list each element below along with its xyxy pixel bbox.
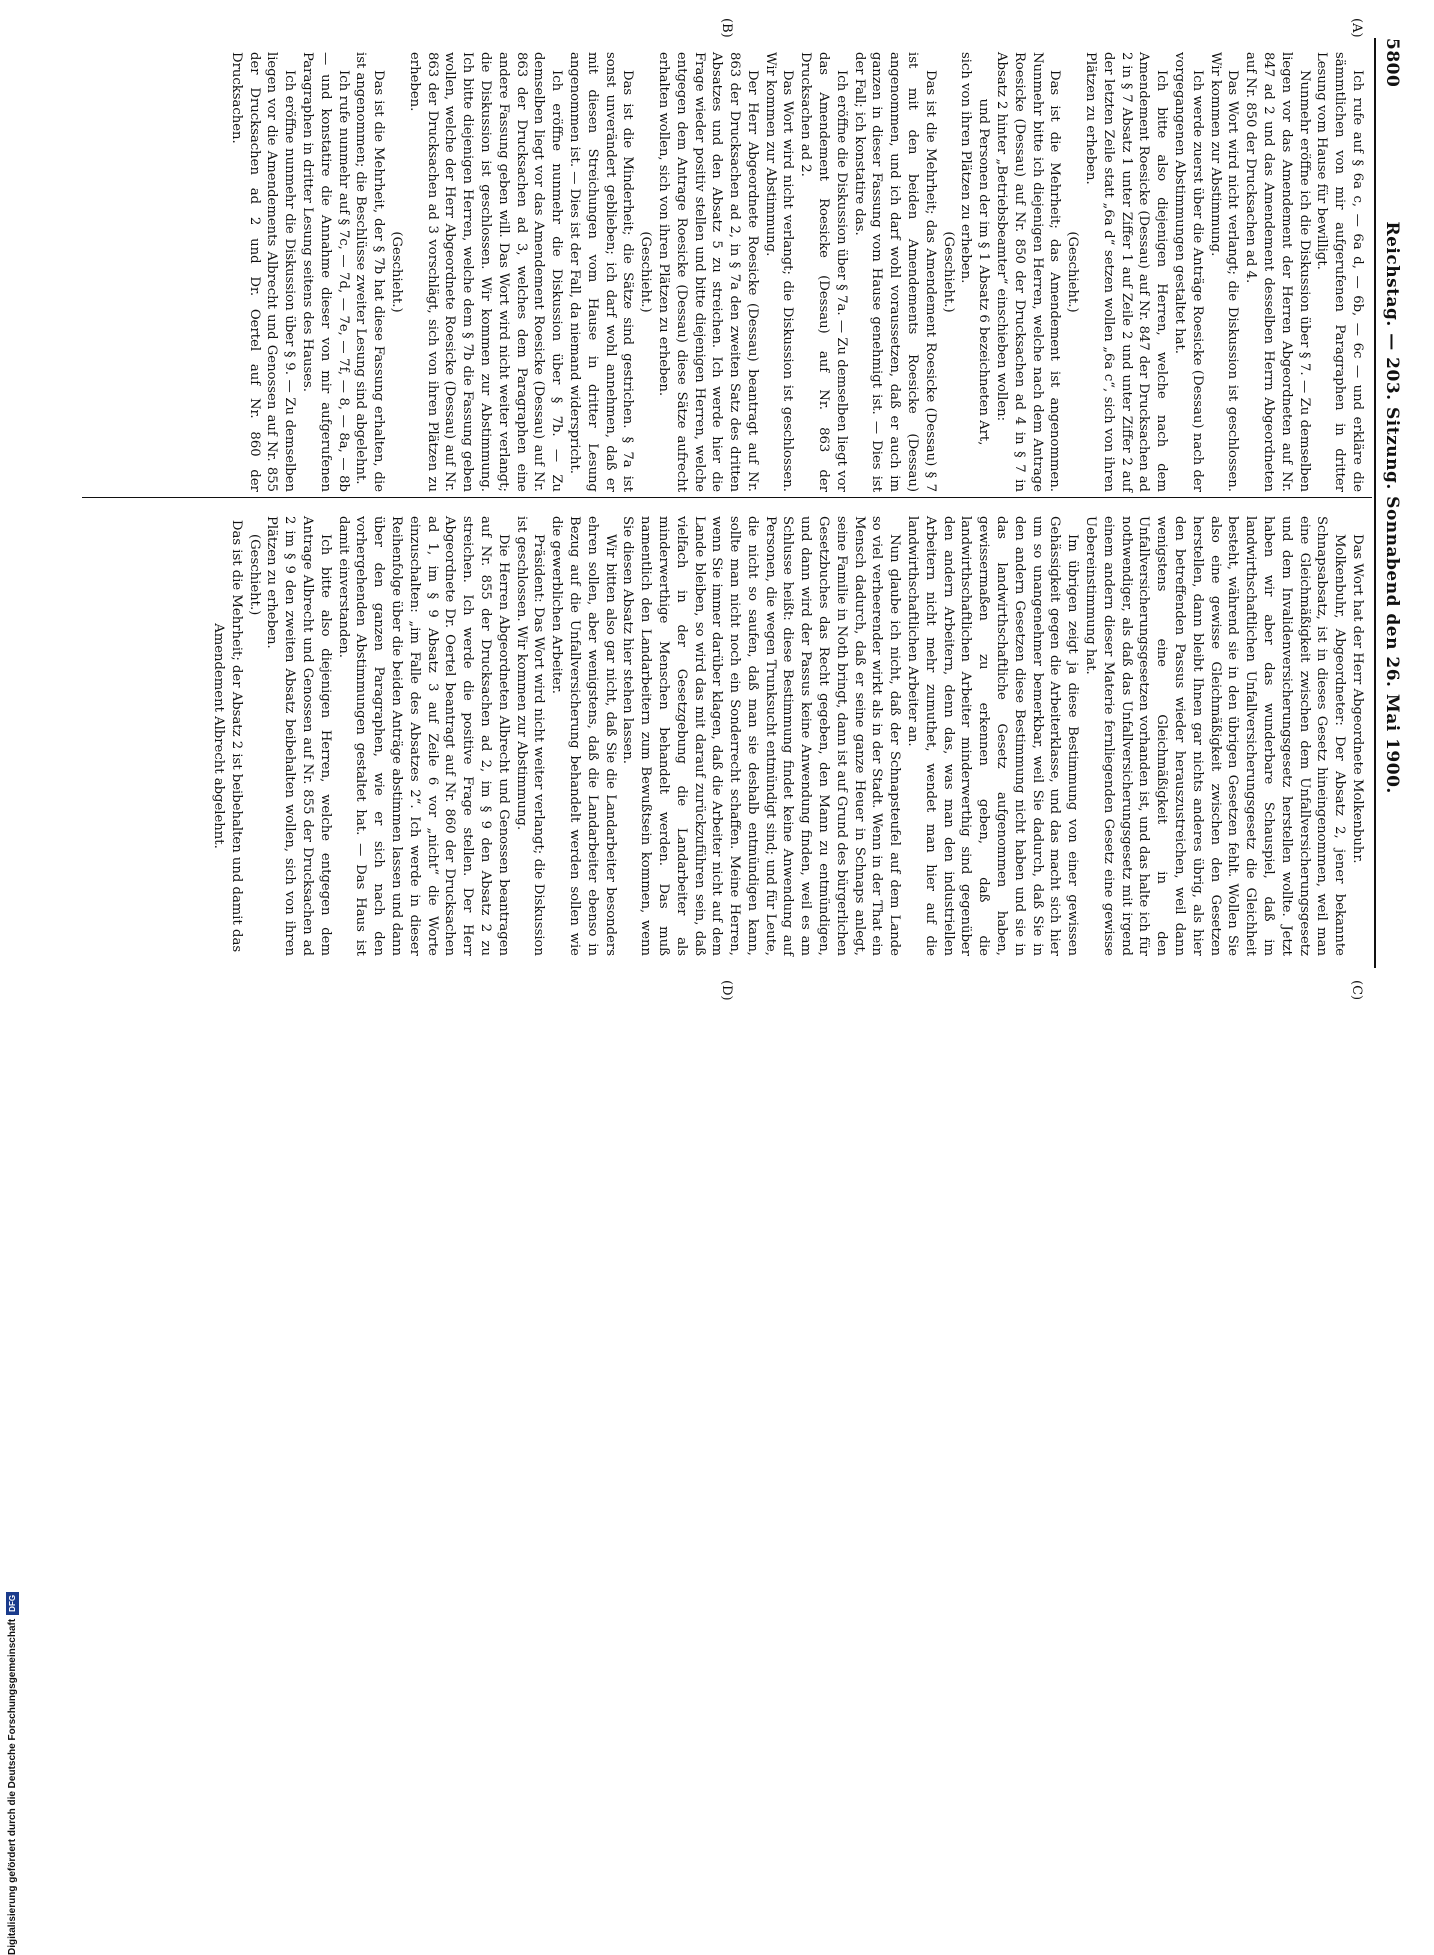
paragraph: Wir bitten also gar nicht, daß Sie die Landarbeiter besonders ehren sollen, aber wenigstens, daß die Landarbeiter ebenso in Bezug auf die Unfallversicherung behandelt werden sollen wie die gewerblichen Arbeiter. [549,516,618,956]
paragraph: Präsident: Das Wort wird nicht weiter verlangt; die Diskussion ist geschlossen. Wir kommen zur Abstimmung. [513,516,547,956]
margin-mark-d: (D) [719,980,734,1001]
left-column [227,52,1366,492]
stage-direction: Das ist die Mehrheit; der Absatz 2 ist beibehalten und damit das Amendement Albrecht abgelehnt. [211,519,244,953]
paragraph: Die Herren Abgeordneten Albrecht und Genossen beantragen auf Nr. 855 der Drucksachen ad 2, im § 9 den Absatz 2 zu streichen. Ich werde die positive Frage stellen. Der Herr Abgeordnete Dr. Oertel beantragt auf Nr. 860 der Drucksachen ad 1, im § 9 Absatz 3 auf Zeile 6 vor „nicht“ die Worte einzuschalten: „im Falle des Absatzes 2“. Ich werde in dieser Reihenfolge über die beiden Anträge abstimmen lassen und dann über den ganzen Paragraphen, wie er sich nach den vorhergehenden Abstimmungen gestaltet hat. — Das Haus ist damit einverstanden. [335,516,511,956]
paragraph: Ich werde zuerst über die Anträge Roesicke (Dessau) nach der vorgegangenen Abstimmungen gestaltet hat. [1172,52,1205,492]
paragraph: Das ist die Mehrheit; das Amendement ist angenommen. Nunmehr bitte ich diejenigen Herren, welche nach dem Antrage Roesicke (Dessau) auf Nr. 850 der Drucksachen ad 4 in § 7 in Absatz 2 hinter „Betriebsbeamter“ einschieben wollen: [994,52,1063,492]
margin-mark-c: (C) [1349,980,1364,1001]
paragraph: Ich rufe nunmehr auf § 7c, — 7d, — 7e, — 7f, — 8, — 8a, — 8b — und konstatire die Annahme dieser von mir aufgerufenen Paragraphen in dritter Lesung seitens des Hauses. [299,52,351,492]
paragraph: Ich eröffne nunmehr die Diskussion über § 9. — Zu demselben liegen vor die Amendements Albrecht und Genossen auf Nr. 855 der Drucksachen ad 2 und Dr. Oertel auf Nr. 860 der Drucksachen. [228,52,298,492]
paragraph: Das Wort wird nicht verlangt; die Diskussion ist geschlossen. Wir kommen zur Abstimmung. [1207,52,1241,492]
stage-direction: (Geschieht.) [940,231,956,313]
margin-mark-a: (A) [1349,18,1364,38]
header-rule [1374,38,1376,968]
dfg-logo: DFG [6,1592,19,1615]
stage-direction: (Geschieht.) [388,231,404,313]
paragraph: Im übrigen zeigt ja diese Bestimmung von einer gewissen Gehässigkeit gegen die Arbeiterklasse, und das macht sich hier um so unangenehmer bemerkbar, weil Sie dadurch, daß Sie in den andern Gesetzen diese Bestimmung nicht haben und sie in das landwirthschaftliche Gesetz aufgenommen haben, gewissermaßen zu erkennen geben, daß die landwirthschaftlichen Arbeiter minderwerthig sind gegenüber den andern Arbeitern, denn das, was man den industriellen Arbeitern nicht mehr zumuthet, wendet man hier auf die landwirthschaftlichen Arbeiter an. [905,516,1081,956]
stage-direction: (Geschieht.) [1065,231,1081,313]
paragraph: Das Wort wird nicht verlangt; die Diskussion ist geschlossen. Wir kommen zur Abstimmung. [762,52,796,492]
paragraph: Das ist die Mehrheit, der § 7b hat diese Fassung erhalten, die ist angenommen; die Beschlüsse zweiter Lesung sind abgelehnt. [353,52,387,492]
paragraph: Ich eröffne die Diskussion über § 7a. — Zu demselben liegt vor das Amendement Roesicke (Dessau) auf Nr. 863 der Drucksachen ad 2. [798,52,849,492]
paragraph: Molkenbuhr, Abgeordneter: Der Absatz 2, jener bekannte Schnapsabsatz, ist in dieses Gesetz hineingenommen, weil man eine Gleichmäßigkeit zwischen dem Unfallversicherungsgesetz und dem Invalidenversicherungsgesetz herstellen wollte. Jetzt haben wir aber das wunderbare Schauspiel, daß im landwirthschaftlichen Unfallversicherungsgesetz die Gleichheit besteht, während sie in den übrigen Gesetzen fehlt. Wollen Sie also eine gewisse Gleichmäßigkeit zwischen den Gesetzen herstellen, dann bleibt Ihnen gar nichts anderes übrig, als hier den betreffenden Passus wieder herauszustreichen, weil dann wenigstens eine Gleichmäßigkeit in den Unfallversicherungsgesetzen vorhanden ist, und das halte ich für nothwendiger, als daß das Unfallversicherungsgesetz mit irgend einem andern dieser Materie fernliegenden Gesetz eine gewisse Uebereinstimmung hat. [1083,516,1348,956]
digitization-credit [6,955,1006,1955]
right-column [209,516,1366,956]
quoted-insertion: und Personen der im § 1 Absatz 6 bezeichneten Art, [976,98,992,446]
page-header [1372,38,1412,968]
paragraph: Ich bitte also diejenigen Herren, welche nach dem Amendement Roesicke (Dessau) auf Nr. 847 der Drucksachen ad 2 in § 7 Absatz 1 unter Ziffer 1 auf Zeile 2 und unter Ziffer 2 auf der letzten Zeile statt „6a d“ setzen wollen „6a c“, sich von ihren Plätzen zu erheben. [1083,52,1170,492]
paragraph: Nunmehr eröffne ich die Diskussion über § 7. — Zu demselben liegen vor das Amendement der Herren Abgeordneten auf Nr. 847 ad 2 und das Amendement desselben Herrn Abgeordneten auf Nr. 850 der Drucksachen ad 4. [1243,52,1312,492]
stage-direction: (Geschieht.) [638,231,654,313]
page-number: 5800 [1382,38,1402,88]
paragraph: Ich bitte also diejenigen Herren, welche entgegen dem Antrage Albrecht und Genossen auf Nr. 855 der Drucksachen ad 2 im § 9 den zweiten Absatz beibehalten wollen, sich von ihren Plätzen zu erheben. [264,516,333,956]
paragraph: (Geschieht.) [246,534,262,616]
paragraph: Das ist die Minderheit; die Sätze sind gestrichen. § 7a ist sonst unverändert geblieben; ich darf wohl annehmen, daß er mit diesen Streichungen vom Hause in dritter Lesung angenommen ist. — Dies ist der Fall, da niemand widerspricht. [566,52,636,492]
column-separator [82,497,1372,498]
margin-mark-b: (B) [719,18,734,38]
paragraph: Das Wort hat der Herr Abgeordnete Molkenbuhr. [1350,534,1365,864]
paragraph: Ich rufe auf § 6a c, — 6a d, — 6b, — 6c — und erkläre die sämmtlichen von mir aufgerufenen Paragraphen in dritter Lesung vom Hause für bewilligt. [1314,52,1365,492]
paragraph: Der Herr Abgeordnete Roesicke (Dessau) beantragt auf Nr. 863 der Drucksachen ad 2, in § 7a den zweiten Satz des dritten Absatzes und den Absatz 5 zu streichen. Ich werde hier die Frage wieder positiv stellen und bitte diejenigen Herren, welche entgegen dem Antrage Roesicke (Dessau) diese Sätze aufrecht erhalten wollen, sich von ihren Plätzen zu erheben. [655,52,760,492]
paragraph: sich von ihren Plätzen zu erheben. [958,52,974,284]
paragraph: Das ist die Mehrheit; das Amendement Roesicke (Dessau) § 7 ist mit den beiden Amendements Roesicke (Dessau) angenommen, und ich darf wohl voraussetzen, daß er auch im ganzen in dieser Fassung vom Hause genehmigt ist. — Dies ist der Fall; ich konstatire das. [851,52,938,492]
page-title: Reichstag. — 203. Sitzung. Sonnabend den 26. Mai 1900. [1382,221,1402,794]
paragraph: Nun glaube ich nicht, daß der Schnapsteufel auf dem Lande so viel verheerender wirkt als in der Stadt. Wenn in der That ein Mensch dadurch, daß er seine ganze Heuer in Schnaps anlegt, seine Familie in Noth bringt, dann ist auf Grund des bürgerlichen Gesetzbuches das Recht gegeben, den Mann zu entmündigen, und dann wird der Passus keine Anwendung finden, weil es am Schlusse heißt: diese Bestimmung findet keine Anwendung auf Personen, die wegen Trunksucht entmündigt sind; und für Leute, die nicht so saufen, daß man sie deshalb entmündigen kann, sollte man nicht noch ein Sonderrecht schaffen. Meine Herren, wenn Sie immer darüber klagen, daß die Arbeiter nicht auf dem Lande bleiben, so wird das mit darauf zurückzuführen sein, daß vielfach in der Gesetzgebung die Landarbeiter als minderwerthige Menschen behandelt werden. Das muß namentlich den Landarbeitern zum Bewußtsein kommen, wenn Sie diesen Absatz hier stehen lassen. [620,516,903,956]
paragraph: Ich eröffne nunmehr die Diskussion über § 7b. — Zu demselben liegt vor das Amendement Roesicke (Dessau) auf Nr. 863 der Drucksachen ad 3, welches dem Paragraphen eine andere Fassung geben will. Das Wort wird nicht weiter verlangt; die Diskussion ist geschlossen. Wir kommen zur Abstimmung. Ich bitte diejenigen Herren, welche dem § 7b die Fassung geben wollen, welche der Herr Abgeordnete Roesicke (Dessau) auf Nr. 863 der Drucksachen ad 3 vorschlägt, sich von ihren Plätzen zu erheben. [406,52,565,492]
credit-text: Digitalisierung gefördert durch die Deutsche Forschungsgemeinschaft [7,1618,18,1955]
